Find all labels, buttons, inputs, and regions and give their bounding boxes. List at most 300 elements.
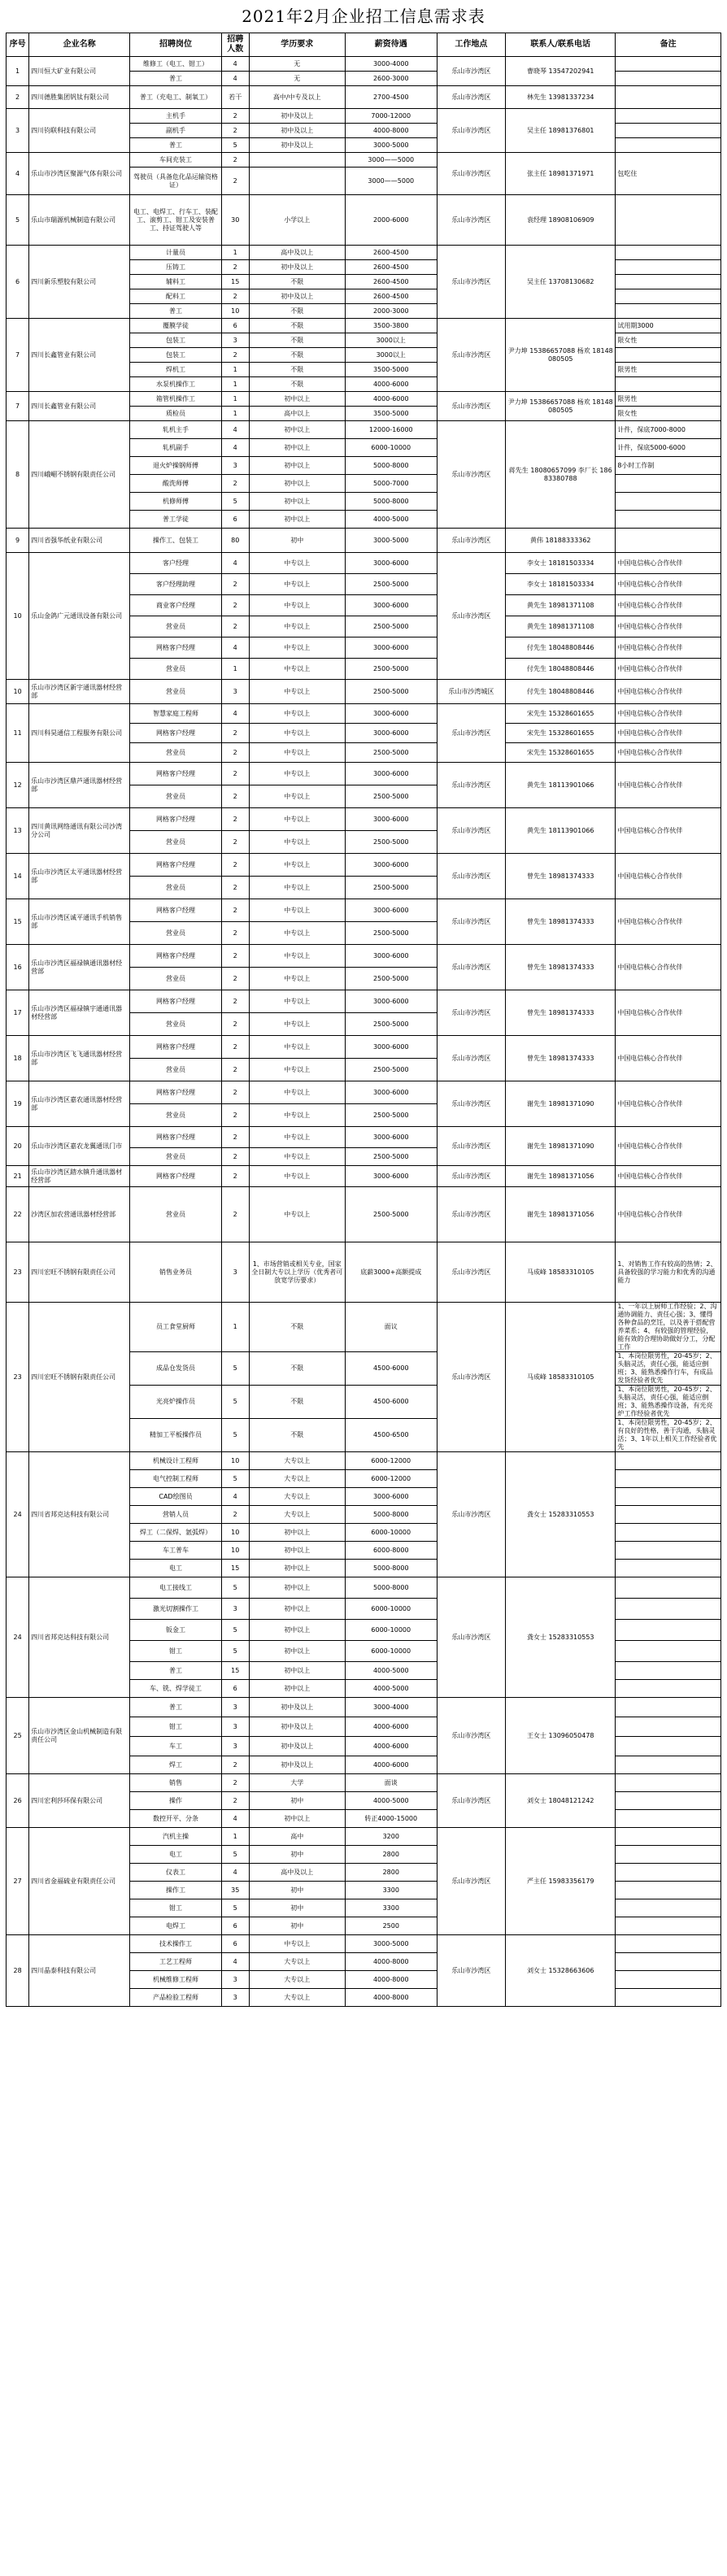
job-title: 车间充装工 bbox=[130, 153, 222, 168]
headcount: 1 bbox=[221, 407, 249, 421]
headcount: 4 bbox=[221, 1488, 249, 1506]
row-index: 28 bbox=[7, 1935, 29, 2007]
table-row bbox=[7, 195, 721, 246]
headcount: 5 bbox=[221, 1419, 249, 1452]
headcount: 2 bbox=[221, 808, 249, 831]
job-title: 工艺工程师 bbox=[130, 1953, 222, 1971]
header-cell: 序号 bbox=[7, 33, 29, 57]
recruitment-sheet bbox=[6, 0, 721, 2007]
salary: 3000-6000 bbox=[345, 553, 437, 574]
work-location: 乐山市沙湾区 bbox=[437, 109, 506, 153]
headcount: 2 bbox=[221, 1756, 249, 1774]
contact-info: 曾先生 18981374333 bbox=[506, 899, 616, 945]
row-index: 6 bbox=[7, 246, 29, 319]
work-location: 乐山市沙湾区 bbox=[437, 319, 506, 392]
salary: 6000-10000 bbox=[345, 1524, 437, 1542]
job-title: 网格客户经理 bbox=[130, 854, 222, 877]
salary: 3000-6000 bbox=[345, 945, 437, 968]
contact-info: 谢先生 18981371056 bbox=[506, 1166, 616, 1187]
education-requirement: 初中以上 bbox=[249, 1599, 345, 1620]
remarks: 中国电信核心合作伙伴 bbox=[616, 1187, 721, 1242]
job-title: 操作 bbox=[130, 1792, 222, 1810]
salary: 3000-6000 bbox=[345, 724, 437, 743]
headcount: 2 bbox=[221, 945, 249, 968]
salary: 3500-3800 bbox=[345, 319, 437, 333]
company-name: 四川新乐塑胶有限公司 bbox=[29, 246, 130, 319]
remarks bbox=[616, 275, 721, 289]
headcount: 4 bbox=[221, 72, 249, 86]
job-title: 电工 bbox=[130, 1560, 222, 1577]
headcount: 10 bbox=[221, 1542, 249, 1560]
education-requirement: 不限 bbox=[249, 333, 345, 348]
remarks bbox=[616, 1452, 721, 1470]
salary: 3500-5000 bbox=[345, 407, 437, 421]
education-requirement: 初中以上 bbox=[249, 1662, 345, 1680]
table-row bbox=[7, 854, 721, 877]
job-title: 网格客户经理 bbox=[130, 808, 222, 831]
work-location: 乐山市沙湾区 bbox=[437, 1242, 506, 1303]
headcount: 2 bbox=[221, 475, 249, 493]
table-row bbox=[7, 1166, 721, 1187]
work-location: 乐山市沙湾区 bbox=[437, 808, 506, 854]
education-requirement: 中专以上 bbox=[249, 1081, 345, 1104]
contact-info: 吴主任 13708130682 bbox=[506, 246, 616, 319]
salary: 2700-4500 bbox=[345, 86, 437, 109]
salary: 3000-6000 bbox=[345, 1036, 437, 1059]
job-title: 营业员 bbox=[130, 1059, 222, 1081]
company-name: 乐山市沙湾区嘉农龙翼通讯门市 bbox=[29, 1127, 130, 1166]
salary: 2500 bbox=[345, 1917, 437, 1935]
headcount: 3 bbox=[221, 1971, 249, 1989]
job-title: 营业员 bbox=[130, 785, 222, 808]
education-requirement: 不限 bbox=[249, 1352, 345, 1386]
salary: 2500-5000 bbox=[345, 1059, 437, 1081]
contact-info: 吴主任 18981376801 bbox=[506, 109, 616, 153]
headcount: 2 bbox=[221, 785, 249, 808]
headcount: 4 bbox=[221, 1953, 249, 1971]
remarks: 中国电信核心合作伙伴 bbox=[616, 1081, 721, 1127]
headcount: 2 bbox=[221, 595, 249, 616]
salary: 2500-5000 bbox=[345, 968, 437, 990]
table-row bbox=[7, 1081, 721, 1104]
job-title: 网格客户经理 bbox=[130, 1036, 222, 1059]
education-requirement: 中专以上 bbox=[249, 680, 345, 704]
salary: 4500-6000 bbox=[345, 1386, 437, 1419]
job-title: 营业员 bbox=[130, 877, 222, 899]
remarks bbox=[616, 1506, 721, 1524]
job-title: 箱管机操作工 bbox=[130, 392, 222, 407]
row-index: 1 bbox=[7, 57, 29, 86]
job-title: 机械维修工程师 bbox=[130, 1971, 222, 1989]
headcount: 2 bbox=[221, 831, 249, 854]
row-index: 3 bbox=[7, 109, 29, 153]
job-title: 营业员 bbox=[130, 922, 222, 945]
headcount: 5 bbox=[221, 1641, 249, 1662]
header-cell: 学历要求 bbox=[249, 33, 345, 57]
remarks bbox=[616, 1828, 721, 1846]
job-title: 客户经理助理 bbox=[130, 574, 222, 595]
education-requirement: 初中以上 bbox=[249, 457, 345, 475]
remarks bbox=[616, 86, 721, 109]
header-cell: 企业名称 bbox=[29, 33, 130, 57]
salary: 4000-6000 bbox=[345, 1737, 437, 1756]
headcount: 2 bbox=[221, 153, 249, 168]
contact-info: 谢先生 18981371090 bbox=[506, 1081, 616, 1127]
education-requirement: 不限 bbox=[249, 1386, 345, 1419]
job-title: 包装工 bbox=[130, 333, 222, 348]
salary: 6000-10000 bbox=[345, 1599, 437, 1620]
headcount: 15 bbox=[221, 1662, 249, 1680]
job-title: 钳工 bbox=[130, 1899, 222, 1917]
work-location: 乐山市沙湾区 bbox=[437, 1036, 506, 1081]
remarks bbox=[616, 1662, 721, 1680]
company-name: 四川晶泰科技有限公司 bbox=[29, 1935, 130, 2007]
table-row bbox=[7, 680, 721, 704]
remarks: 1、本岗位限男性，20-45岁；2、头脑灵活，责任心强，能适应倒班；3、能熟悉操作行车，有成品发货经验者优先 bbox=[616, 1352, 721, 1386]
remarks bbox=[616, 1846, 721, 1864]
salary: 2600-3000 bbox=[345, 72, 437, 86]
job-title: 辅料工 bbox=[130, 275, 222, 289]
headcount: 5 bbox=[221, 493, 249, 511]
headcount: 4 bbox=[221, 57, 249, 72]
table-row bbox=[7, 392, 721, 407]
work-location: 乐山市沙湾区 bbox=[437, 1698, 506, 1774]
work-location: 乐山市沙湾区 bbox=[437, 553, 506, 680]
headcount: 3 bbox=[221, 1599, 249, 1620]
salary: 3000——5000 bbox=[345, 168, 437, 195]
education-requirement: 初中及以上 bbox=[249, 1717, 345, 1737]
work-location: 乐山市沙湾区 bbox=[437, 57, 506, 86]
headcount: 5 bbox=[221, 138, 249, 153]
job-title: 营业员 bbox=[130, 831, 222, 854]
remarks bbox=[616, 289, 721, 304]
row-index: 4 bbox=[7, 153, 29, 195]
headcount: 3 bbox=[221, 1242, 249, 1303]
row-index: 25 bbox=[7, 1698, 29, 1774]
remarks: 限男性 bbox=[616, 392, 721, 407]
education-requirement: 初中 bbox=[249, 529, 345, 553]
headcount: 15 bbox=[221, 275, 249, 289]
salary: 2500-5000 bbox=[345, 574, 437, 595]
education-requirement: 不限 bbox=[249, 348, 345, 363]
contact-info: 黄先生 18113901066 bbox=[506, 808, 616, 854]
headcount: 1 bbox=[221, 377, 249, 392]
company-name: 四川宏旺不锈钢有限责任公司 bbox=[29, 1242, 130, 1303]
headcount: 4 bbox=[221, 439, 249, 457]
salary: 5000-7000 bbox=[345, 475, 437, 493]
remarks: 中国电信核心合作伙伴 bbox=[616, 553, 721, 574]
job-title: 客户经理 bbox=[130, 553, 222, 574]
job-title: 普工 bbox=[130, 72, 222, 86]
salary: 4000-6000 bbox=[345, 392, 437, 407]
row-index: 10 bbox=[7, 680, 29, 704]
contact-info: 宋先生 15328601655 bbox=[506, 704, 616, 724]
salary: 3000-6000 bbox=[345, 854, 437, 877]
job-title: 质检员 bbox=[130, 407, 222, 421]
remarks: 中国电信核心合作伙伴 bbox=[616, 763, 721, 808]
education-requirement: 初中及以上 bbox=[249, 1756, 345, 1774]
job-title: 焊工（二保焊、氩弧焊） bbox=[130, 1524, 222, 1542]
table-row bbox=[7, 1698, 721, 1717]
job-title: 网格客户经理 bbox=[130, 899, 222, 922]
education-requirement: 中专以上 bbox=[249, 1935, 345, 1953]
contact-info: 付先生 18048808446 bbox=[506, 659, 616, 680]
headcount: 80 bbox=[221, 529, 249, 553]
remarks bbox=[616, 72, 721, 86]
education-requirement: 无 bbox=[249, 72, 345, 86]
row-index: 24 bbox=[7, 1452, 29, 1577]
salary: 6000-10000 bbox=[345, 1620, 437, 1641]
remarks bbox=[616, 348, 721, 363]
job-title: 维修工（电工、钳工） bbox=[130, 57, 222, 72]
company-name: 乐山市沙湾区飞飞通讯器材经营部 bbox=[29, 1036, 130, 1081]
education-requirement: 大专以上 bbox=[249, 1470, 345, 1488]
work-location: 乐山市沙湾区 bbox=[437, 1303, 506, 1452]
education-requirement: 中专以上 bbox=[249, 854, 345, 877]
job-title: 电焊工 bbox=[130, 1917, 222, 1935]
contact-info: 林先生 13981337234 bbox=[506, 86, 616, 109]
contact-info: 张主任 18981371971 bbox=[506, 153, 616, 195]
contact-info: 龚女士 15283310553 bbox=[506, 1577, 616, 1698]
education-requirement: 初中以上 bbox=[249, 1560, 345, 1577]
contact-info: 曹晓琴 13547202941 bbox=[506, 57, 616, 86]
contact-info: 王女士 13096050478 bbox=[506, 1698, 616, 1774]
work-location: 乐山市沙湾区 bbox=[437, 421, 506, 529]
headcount: 4 bbox=[221, 637, 249, 659]
row-index: 11 bbox=[7, 704, 29, 763]
education-requirement: 不限 bbox=[249, 275, 345, 289]
salary: 4000-6000 bbox=[345, 1717, 437, 1737]
table-row bbox=[7, 57, 721, 72]
table-row bbox=[7, 529, 721, 553]
education-requirement: 中专以上 bbox=[249, 968, 345, 990]
contact-info: 黄先生 18981371108 bbox=[506, 595, 616, 616]
education-requirement: 初中以上 bbox=[249, 493, 345, 511]
contact-info: 黄先生 18113901066 bbox=[506, 763, 616, 808]
headcount: 2 bbox=[221, 990, 249, 1013]
job-title: 营业员 bbox=[130, 1187, 222, 1242]
work-location: 乐山市沙湾区 bbox=[437, 1828, 506, 1935]
salary: 4000-6000 bbox=[345, 377, 437, 392]
remarks: 中国电信核心合作伙伴 bbox=[616, 616, 721, 637]
company-name: 乐山市瑞源机械制造有限公司 bbox=[29, 195, 130, 246]
work-location: 乐山市沙湾区 bbox=[437, 1935, 506, 2007]
row-index: 20 bbox=[7, 1127, 29, 1166]
job-title: 营业员 bbox=[130, 968, 222, 990]
remarks bbox=[616, 1756, 721, 1774]
remarks bbox=[616, 1935, 721, 1953]
job-title: 钳工 bbox=[130, 1717, 222, 1737]
headcount: 2 bbox=[221, 1166, 249, 1187]
education-requirement: 初中以上 bbox=[249, 1680, 345, 1698]
salary: 2500-5000 bbox=[345, 1013, 437, 1036]
work-location: 乐山市沙湾区 bbox=[437, 945, 506, 990]
headcount: 2 bbox=[221, 724, 249, 743]
salary: 4500-6500 bbox=[345, 1419, 437, 1452]
company-name: 乐山市沙湾区诚平通讯手机销售部 bbox=[29, 899, 130, 945]
education-requirement: 大专以上 bbox=[249, 1452, 345, 1470]
company-name: 四川省强华纸业有限公司 bbox=[29, 529, 130, 553]
headcount: 2 bbox=[221, 1104, 249, 1127]
job-title: 机修师傅 bbox=[130, 493, 222, 511]
job-title: 电气控制工程师 bbox=[130, 1470, 222, 1488]
job-title: 操作工 bbox=[130, 1882, 222, 1899]
company-name: 四川宏利莎环保有限公司 bbox=[29, 1774, 130, 1828]
headcount: 2 bbox=[221, 260, 249, 275]
salary: 面谈 bbox=[345, 1774, 437, 1792]
work-location: 乐山市沙湾区 bbox=[437, 1187, 506, 1242]
salary: 4000-6000 bbox=[345, 1756, 437, 1774]
headcount: 10 bbox=[221, 304, 249, 319]
job-title: 网格客户经理 bbox=[130, 724, 222, 743]
salary: 3300 bbox=[345, 1899, 437, 1917]
table-row bbox=[7, 1577, 721, 1599]
job-title: 网格客户经理 bbox=[130, 990, 222, 1013]
remarks bbox=[616, 1680, 721, 1698]
remarks bbox=[616, 246, 721, 260]
contact-info: 马成峰 18583310105 bbox=[506, 1303, 616, 1452]
education-requirement bbox=[249, 153, 345, 168]
salary: 6000-10000 bbox=[345, 439, 437, 457]
salary: 4000-5000 bbox=[345, 511, 437, 529]
remarks bbox=[616, 529, 721, 553]
remarks bbox=[616, 57, 721, 72]
education-requirement: 中专以上 bbox=[249, 1127, 345, 1148]
education-requirement: 中专以上 bbox=[249, 1036, 345, 1059]
contact-info: 付先生 18048808446 bbox=[506, 637, 616, 659]
salary: 2500-5000 bbox=[345, 616, 437, 637]
job-title: 覆膜学徒 bbox=[130, 319, 222, 333]
salary: 2000-6000 bbox=[345, 195, 437, 246]
remarks: 1、本岗位限男性，20-45岁；2、头脑灵活，责任心强，能适应倒班；3、能熟悉操作设备，有光亮炉工作经验者优先 bbox=[616, 1386, 721, 1419]
table-row bbox=[7, 1452, 721, 1470]
education-requirement: 中专以上 bbox=[249, 1148, 345, 1166]
education-requirement: 中专以上 bbox=[249, 877, 345, 899]
education-requirement: 大专以上 bbox=[249, 1953, 345, 1971]
salary: 6000-12000 bbox=[345, 1452, 437, 1470]
work-location: 乐山市沙湾区 bbox=[437, 1774, 506, 1828]
headcount: 2 bbox=[221, 1792, 249, 1810]
education-requirement: 初中以上 bbox=[249, 392, 345, 407]
remarks: 中国电信核心合作伙伴 bbox=[616, 724, 721, 743]
table-row bbox=[7, 553, 721, 574]
contact-info: 蒋先生 18080657099 李厂长 18683380788 bbox=[506, 421, 616, 529]
remarks bbox=[616, 1698, 721, 1717]
education-requirement: 初中及以上 bbox=[249, 109, 345, 124]
salary: 3000-6000 bbox=[345, 899, 437, 922]
job-title: 酸洗师傅 bbox=[130, 475, 222, 493]
job-title: 车工普车 bbox=[130, 1542, 222, 1560]
remarks bbox=[616, 1620, 721, 1641]
headcount: 若干 bbox=[221, 86, 249, 109]
remarks bbox=[616, 1717, 721, 1737]
headcount: 2 bbox=[221, 348, 249, 363]
job-title: 驾驶员（具备危化品运输资格证） bbox=[130, 168, 222, 195]
headcount: 5 bbox=[221, 1577, 249, 1599]
contact-info: 曾先生 18981374333 bbox=[506, 945, 616, 990]
headcount: 2 bbox=[221, 854, 249, 877]
work-location: 乐山市沙湾区 bbox=[437, 704, 506, 763]
headcount: 2 bbox=[221, 1774, 249, 1792]
headcount: 10 bbox=[221, 1524, 249, 1542]
table-row bbox=[7, 86, 721, 109]
education-requirement: 初中及以上 bbox=[249, 1737, 345, 1756]
education-requirement: 中专以上 bbox=[249, 637, 345, 659]
salary: 2500-5000 bbox=[345, 1187, 437, 1242]
row-index: 13 bbox=[7, 808, 29, 854]
job-title: 退火炉操钢师傅 bbox=[130, 457, 222, 475]
headcount: 3 bbox=[221, 333, 249, 348]
remarks bbox=[616, 195, 721, 246]
row-index: 19 bbox=[7, 1081, 29, 1127]
remarks bbox=[616, 1470, 721, 1488]
headcount: 6 bbox=[221, 1917, 249, 1935]
remarks: 计件，保底7000-8000 bbox=[616, 421, 721, 439]
row-index: 27 bbox=[7, 1828, 29, 1935]
education-requirement: 初中以上 bbox=[249, 511, 345, 529]
job-title: 销售 bbox=[130, 1774, 222, 1792]
work-location: 乐山市沙湾区 bbox=[437, 1577, 506, 1698]
salary: 2500-5000 bbox=[345, 922, 437, 945]
headcount: 6 bbox=[221, 1935, 249, 1953]
job-title: 水泵机操作工 bbox=[130, 377, 222, 392]
table-row bbox=[7, 246, 721, 260]
headcount: 1 bbox=[221, 246, 249, 260]
salary: 2500-5000 bbox=[345, 831, 437, 854]
job-title: 营销人员 bbox=[130, 1506, 222, 1524]
headcount: 4 bbox=[221, 704, 249, 724]
salary: 4000-5000 bbox=[345, 1792, 437, 1810]
contact-info: 刘女士 18048121242 bbox=[506, 1774, 616, 1828]
remarks bbox=[616, 1774, 721, 1792]
remarks bbox=[616, 1899, 721, 1917]
job-title: 轧机副手 bbox=[130, 439, 222, 457]
row-index: 15 bbox=[7, 899, 29, 945]
contact-info: 谢先生 18981371090 bbox=[506, 1127, 616, 1166]
education-requirement: 初中 bbox=[249, 1792, 345, 1810]
row-index: 18 bbox=[7, 1036, 29, 1081]
job-title: 销售业务员 bbox=[130, 1242, 222, 1303]
contact-info: 尹力坤 15386657088 杨欢 18148080505 bbox=[506, 319, 616, 392]
salary: 4000-8000 bbox=[345, 1989, 437, 2007]
education-requirement: 1、市场营销或相关专业，国家全日制大专以上学历（优秀者可放宽学历要求） bbox=[249, 1242, 345, 1303]
education-requirement: 初中以上 bbox=[249, 1810, 345, 1828]
headcount: 3 bbox=[221, 457, 249, 475]
row-index: 22 bbox=[7, 1187, 29, 1242]
education-requirement: 中专以上 bbox=[249, 1059, 345, 1081]
remarks: 中国电信核心合作伙伴 bbox=[616, 990, 721, 1036]
job-title: 营业员 bbox=[130, 743, 222, 763]
remarks: 限女性 bbox=[616, 333, 721, 348]
headcount: 6 bbox=[221, 1680, 249, 1698]
row-index: 23 bbox=[7, 1303, 29, 1452]
job-title: 钳工 bbox=[130, 1641, 222, 1662]
salary: 3000以上 bbox=[345, 348, 437, 363]
headcount: 6 bbox=[221, 511, 249, 529]
company-name: 乐山市沙湾区金山机械制造有限责任公司 bbox=[29, 1698, 130, 1774]
salary: 5000-8000 bbox=[345, 457, 437, 475]
table-body bbox=[7, 57, 721, 2007]
education-requirement: 中专以上 bbox=[249, 945, 345, 968]
remarks bbox=[616, 124, 721, 138]
job-title: 网格客户经理 bbox=[130, 1081, 222, 1104]
headcount: 2 bbox=[221, 109, 249, 124]
education-requirement: 不限 bbox=[249, 1419, 345, 1452]
salary: 3000-5000 bbox=[345, 529, 437, 553]
row-index: 24 bbox=[7, 1577, 29, 1698]
remarks bbox=[616, 1524, 721, 1542]
headcount: 5 bbox=[221, 1386, 249, 1419]
